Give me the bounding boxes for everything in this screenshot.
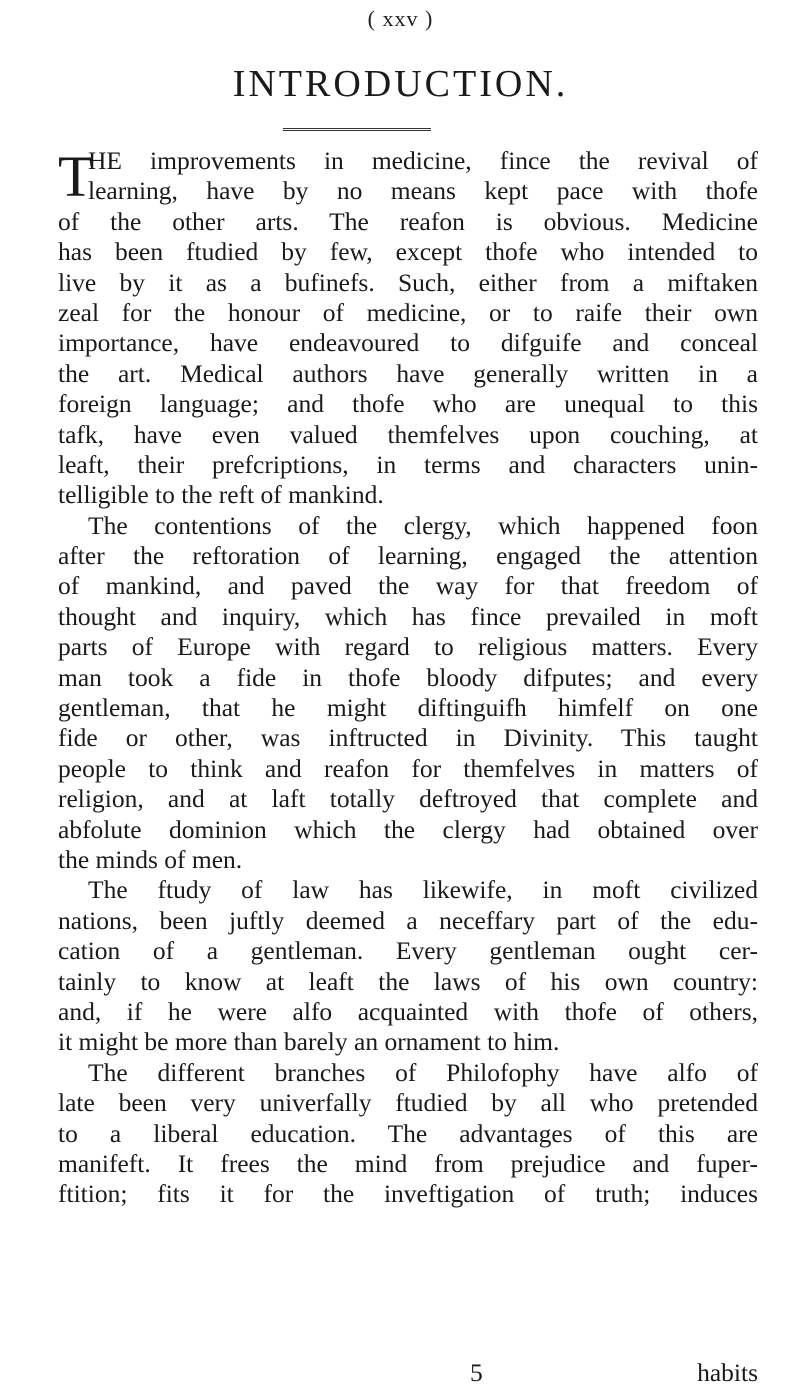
text-line: and, if he were alfo acquainted with thofe of others,: [58, 996, 758, 1026]
page-number: ( xxv ): [367, 6, 434, 31]
text-line: people to think and reafon for themfelves in matters of: [58, 753, 758, 783]
text-line: The different branches of Philofophy have alfo of: [88, 1057, 758, 1087]
drop-cap: T: [58, 144, 94, 209]
text-line: nations, been juftly deemed a neceffary part of the edu-: [58, 905, 758, 935]
paragraph-4: [58, 1058, 758, 1210]
body-text: [58, 146, 758, 1210]
text-line: of mankind, and paved the way for that freedom of: [58, 571, 758, 601]
text-line: ftition; fits it for the inveftigation of truth; induces: [58, 1179, 758, 1209]
text-line: religion, and at laft totally deftroyed that complete and: [58, 784, 758, 814]
title-divider: [283, 128, 431, 131]
text-line: to a liberal education. The advantages of this are: [58, 1118, 758, 1148]
text-line: tafk, have even valued themfelves upon couching, at: [58, 419, 758, 449]
text-line: fide or other, was inftructed in Divinity. This taught: [58, 723, 758, 753]
paragraph-3: [58, 875, 758, 1057]
text-line: HE improvements in medicine, fince the revival of: [88, 146, 758, 175]
text-line: of the other arts. The reafon is obvious. Medicine: [58, 206, 758, 236]
text-line: zeal for the honour of medicine, or to raife their own: [58, 297, 758, 327]
text-line: gentleman, that he might diftinguifh himfelf on one: [58, 693, 758, 723]
text-line: man took a fide in thofe bloody difputes; and every: [58, 662, 758, 692]
text-line: parts of Europe with regard to religious matters. Every: [58, 632, 758, 662]
text-line: telligible to the reft of mankind.: [58, 480, 384, 510]
text-line: late been very univerfally ftudied by all who pretended: [58, 1088, 758, 1118]
page-title: INTRODUCTION.: [232, 63, 569, 105]
text-line: leaft, their prefcriptions, in terms and characters unin-: [58, 449, 758, 479]
text-line: The contentions of the clergy, which happened foon: [88, 510, 758, 540]
text-line: foreign language; and thofe who are unequal to this: [58, 389, 758, 419]
signature-mark: 5: [470, 1358, 483, 1387]
text-line: live by it as a bufinefs. Such, either from a miftaken: [58, 267, 758, 297]
text-line: tainly to know at leaft the laws of his own country:: [58, 966, 758, 996]
text-line: abfolute dominion which the clergy had obtained over: [58, 814, 758, 844]
paragraph-2: [58, 511, 758, 876]
text-line: has been ftudied by few, except thofe who intended to: [58, 237, 758, 267]
text-line: thought and inquiry, which has fince prevailed in moft: [58, 601, 758, 631]
page-footer: [58, 1358, 758, 1388]
paragraph-1: [58, 146, 758, 511]
text-line: the art. Medical authors have generally written in a: [58, 358, 758, 388]
catchword: habits: [697, 1358, 758, 1387]
text-line: the minds of men.: [58, 844, 243, 874]
text-line: it might be more than barely an ornament to him.: [58, 1027, 560, 1057]
text-line: The ftudy of law has likewife, in moft civilized: [88, 875, 758, 905]
text-line: manifeft. It frees the mind from prejudice and fuper-: [58, 1148, 758, 1178]
text-line: cation of a gentleman. Every gentleman ought cer-: [58, 936, 758, 966]
text-line: after the reftoration of learning, engaged the attention: [58, 541, 758, 571]
text-line: learning, have by no means kept pace with thofe: [88, 176, 758, 206]
text-line: importance, have endeavoured to difguife and conceal: [58, 328, 758, 358]
